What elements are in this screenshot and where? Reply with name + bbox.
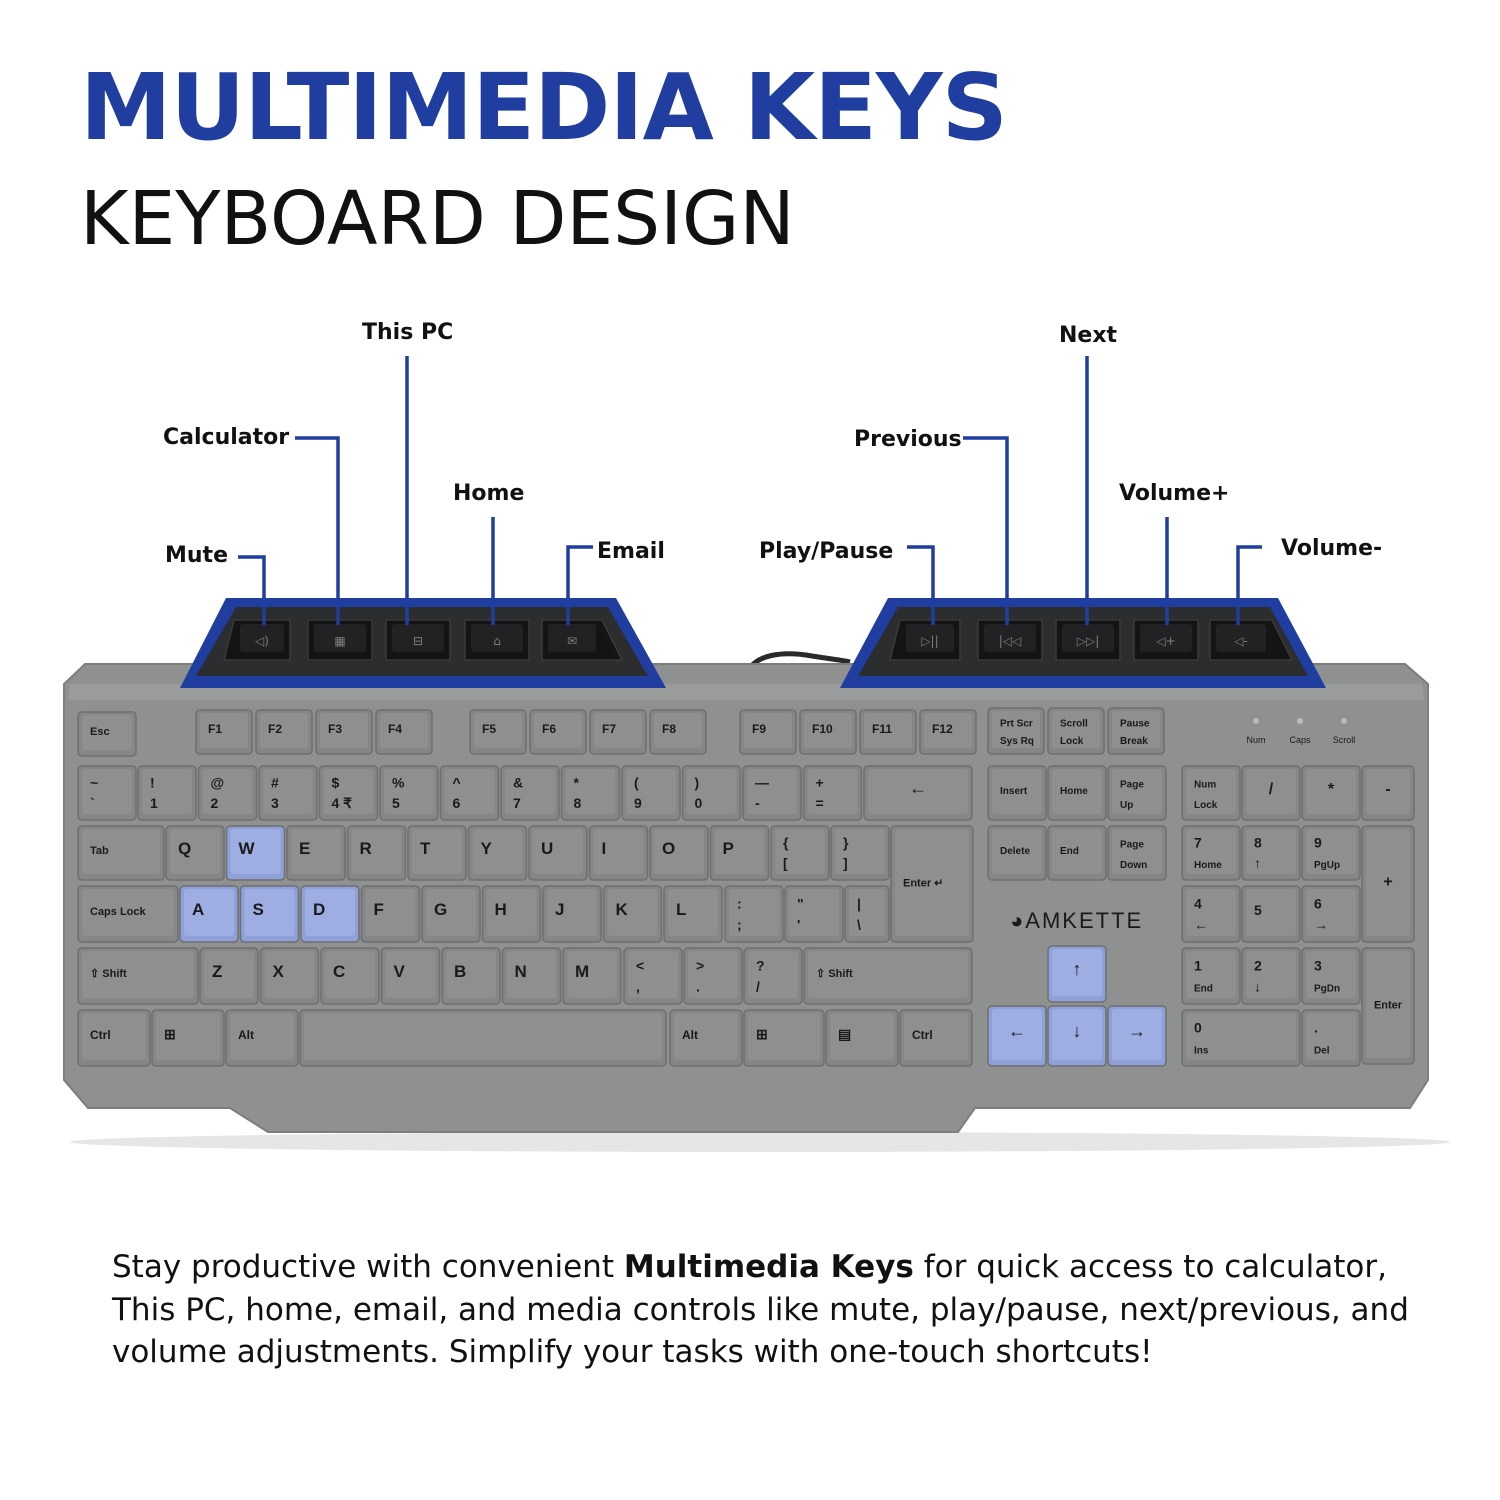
- key-left: [988, 1006, 1046, 1066]
- key-rbracket: [831, 826, 889, 880]
- key-r-label: R: [359, 839, 372, 859]
- key-num-five: [380, 766, 438, 820]
- key-j-label: J: [555, 900, 565, 920]
- key-tab-label: Tab: [90, 845, 109, 858]
- key-rctrl: [900, 1010, 972, 1066]
- key-pagedown-label: Page: [1120, 839, 1144, 851]
- key-num-seven-sublabel: 7: [513, 795, 521, 812]
- play-pause-key: [890, 620, 960, 660]
- key-pause-sublabel: Break: [1120, 735, 1148, 747]
- key-num-minus: [743, 766, 801, 820]
- key-space: [300, 1010, 666, 1066]
- key-prtscr-sublabel: Sys Rq: [1000, 735, 1034, 747]
- key-enter: [891, 826, 973, 942]
- key-slash: [744, 948, 802, 1004]
- key-b-label: B: [454, 962, 467, 982]
- key-z-label: Z: [212, 962, 223, 982]
- key-np6-sublabel: →: [1314, 916, 1328, 933]
- key-g-label: G: [434, 900, 448, 920]
- key-j: [543, 886, 601, 942]
- key-backslash: [845, 886, 889, 942]
- key-up-label: ↑: [1072, 959, 1082, 980]
- key-d: [301, 886, 359, 942]
- key-numlock-label: Num: [1194, 779, 1217, 791]
- key-o: [650, 826, 708, 880]
- key-semicolon: [725, 886, 783, 942]
- key-np8: [1242, 826, 1300, 880]
- key-semicolon-label: :: [737, 895, 742, 912]
- page-title: MULTIMEDIA KEYS: [80, 54, 1007, 161]
- key-pagedown-sublabel: Down: [1120, 860, 1148, 872]
- key-rwin-label: ⊞: [756, 1026, 768, 1043]
- key-f1: [196, 710, 252, 754]
- key-menu: [826, 1010, 898, 1066]
- volume-up-icon: ◁+: [1156, 634, 1176, 648]
- key-f5-label: F5: [482, 721, 497, 736]
- key-p-label: P: [722, 839, 734, 859]
- key-f1-label: F1: [208, 721, 223, 736]
- calculator-icon: ▦: [334, 634, 346, 648]
- key-np1-label: 1: [1194, 957, 1202, 974]
- key-delete: [988, 826, 1046, 880]
- key-lshift-label: ⇧ Shift: [90, 968, 127, 981]
- key-f4-label: F4: [388, 721, 403, 736]
- mute-key: [224, 620, 290, 660]
- key-np3-sublabel: PgDn: [1314, 983, 1341, 995]
- key-pagedown: [1108, 826, 1166, 880]
- leader-calculator: [295, 438, 338, 625]
- key-num-four-sublabel: 4 ₹: [331, 795, 353, 812]
- key-f4: [376, 710, 432, 754]
- next-icon: ▷▷|: [1076, 634, 1100, 648]
- key-num-equals-sublabel: =: [815, 795, 824, 812]
- key-k: [604, 886, 662, 942]
- key-num-six-label: ^: [452, 774, 461, 791]
- key-num-three-label: #: [271, 774, 279, 791]
- key-f11-label: F11: [872, 721, 893, 736]
- key-numlock: [1182, 766, 1240, 820]
- key-num-equals: [804, 766, 862, 820]
- description-highlight: Multimedia Keys: [623, 1249, 914, 1285]
- key-np9-sublabel: PgUp: [1314, 860, 1341, 872]
- key-w: [227, 826, 285, 880]
- callout-calculator: Calculator: [163, 425, 290, 450]
- key-w-label: W: [238, 839, 255, 859]
- key-f12-label: F12: [932, 721, 953, 736]
- key-rshift-label: ⇧ Shift: [816, 968, 853, 981]
- brand-logo: ◕AMKETTE: [1010, 908, 1144, 933]
- indicator-led-caps: [1297, 718, 1303, 724]
- key-f3: [316, 710, 372, 754]
- key-num-zero-sublabel: 0: [694, 795, 703, 812]
- key-v-label: V: [393, 962, 405, 982]
- key-num-four: [320, 766, 378, 820]
- key-ralt: [670, 1010, 742, 1066]
- key-np1-sublabel: End: [1194, 983, 1213, 995]
- key-m: [563, 948, 621, 1004]
- key-f7-label: F7: [602, 721, 617, 736]
- key-f10-label: F10: [812, 721, 833, 736]
- key-scrolllock: [1048, 708, 1104, 754]
- callout-volume-down: Volume-: [1281, 536, 1383, 561]
- key-f6: [530, 710, 586, 754]
- key-m-label: M: [575, 962, 590, 982]
- key-num-nine: [622, 766, 680, 820]
- key-insert-label: Insert: [1000, 786, 1028, 798]
- key-lwin-label: ⊞: [164, 1026, 176, 1043]
- key-e: [287, 826, 345, 880]
- key-np-dot: [1302, 1010, 1360, 1066]
- key-g: [422, 886, 480, 942]
- key-num-two-label: @: [210, 774, 225, 791]
- key-f8: [650, 710, 706, 754]
- key-lctrl: [78, 1010, 150, 1066]
- volume-down-icon: ◁-: [1234, 634, 1248, 648]
- key-tilde: [78, 766, 136, 820]
- key-num-seven: [501, 766, 559, 820]
- key-quote: [785, 886, 843, 942]
- key-c: [321, 948, 379, 1004]
- key-rwin: [744, 1010, 824, 1066]
- key-num-nine-sublabel: 9: [634, 795, 642, 812]
- key-ralt-label: Alt: [682, 1028, 698, 1043]
- key-scrolllock-label: Scroll: [1060, 718, 1088, 730]
- key-np7: [1182, 826, 1240, 880]
- key-i: [590, 826, 648, 880]
- description-rest: for quick access to calculator, This PC, home, email, and media controls like mute, play/pause, next/previous, and volume adjustments. Simplify your tasks with one-touch shortcuts!: [112, 1249, 1409, 1370]
- key-np-asterisk-label: *: [1327, 781, 1335, 799]
- callout-previous: Previous: [854, 427, 962, 452]
- callout-email: Email: [597, 539, 665, 564]
- key-backslash-sublabel: \: [857, 916, 861, 933]
- key-l: [664, 886, 722, 942]
- key-np-asterisk: [1302, 766, 1360, 820]
- key-i-label: I: [601, 839, 607, 859]
- key-np6-label: 6: [1314, 895, 1322, 912]
- key-np4-label: 4: [1194, 895, 1202, 912]
- key-f12: [920, 710, 976, 754]
- key-f8-label: F8: [662, 721, 677, 736]
- key-f: [362, 886, 420, 942]
- key-num-five-sublabel: 5: [392, 795, 400, 812]
- key-np-enter-label: Enter: [1373, 999, 1403, 1012]
- key-x: [261, 948, 319, 1004]
- key-q-label: Q: [178, 839, 192, 859]
- key-np9: [1302, 826, 1360, 880]
- key-prtscr: [988, 708, 1044, 754]
- description-lead: Stay productive with convenient: [112, 1249, 624, 1285]
- key-np3: [1302, 948, 1360, 1004]
- key-num-eight-label: *: [573, 774, 579, 791]
- key-np-slash: [1242, 766, 1300, 820]
- callout-play-pause: Play/Pause: [759, 539, 894, 564]
- key-h-label: H: [494, 900, 507, 920]
- key-num-three-sublabel: 3: [271, 795, 279, 812]
- key-num-six: [441, 766, 499, 820]
- key-np-plus: [1362, 826, 1414, 942]
- key-t: [408, 826, 466, 880]
- key-pause-label: Pause: [1120, 718, 1150, 730]
- key-n: [503, 948, 561, 1004]
- key-np9-label: 9: [1314, 834, 1322, 851]
- key-f9-label: F9: [752, 721, 767, 736]
- key-lshift: [78, 948, 198, 1004]
- previous-key: [978, 620, 1042, 660]
- key-quote-label: ": [797, 895, 804, 912]
- home-key: [465, 620, 529, 660]
- key-rbracket-sublabel: ]: [843, 855, 848, 872]
- key-period: [684, 948, 742, 1004]
- key-comma-sublabel: ,: [636, 978, 640, 995]
- key-np5: [1242, 886, 1300, 942]
- key-numlock-sublabel: Lock: [1194, 800, 1218, 812]
- key-np-minus: [1362, 766, 1414, 820]
- key-right-label: →: [1128, 1021, 1146, 1042]
- key-quote-sublabel: ': [797, 916, 801, 933]
- key-x-label: X: [272, 962, 284, 982]
- key-num-zero-label: ): [694, 774, 700, 791]
- email-icon: ✉: [566, 634, 578, 648]
- calculator-key: [308, 620, 372, 660]
- indicator-label-scroll: Scroll: [1332, 735, 1356, 745]
- key-up: [1048, 946, 1106, 1002]
- key-t-label: T: [420, 839, 431, 859]
- key-down: [1048, 1006, 1106, 1066]
- key-u: [529, 826, 587, 880]
- indicator-led-num: [1253, 718, 1259, 724]
- key-np2-label: 2: [1254, 957, 1262, 974]
- volume-up-key: [1134, 620, 1198, 660]
- key-scrolllock-sublabel: Lock: [1060, 735, 1084, 747]
- key-np8-sublabel: ↑: [1254, 855, 1261, 872]
- key-num-one-sublabel: 1: [150, 795, 158, 812]
- key-end-label: End: [1060, 846, 1079, 858]
- key-slash-label: ?: [756, 957, 765, 974]
- key-np0-label: 0: [1194, 1019, 1202, 1036]
- key-insert: [988, 766, 1046, 820]
- key-f5: [470, 710, 526, 754]
- key-np7-label: 7: [1194, 834, 1202, 851]
- key-p: [711, 826, 769, 880]
- key-num-seven-label: &: [513, 774, 524, 791]
- key-pause: [1108, 708, 1164, 754]
- previous-icon: |◁◁: [998, 634, 1022, 648]
- key-np-minus-label: -: [1385, 781, 1391, 799]
- key-comma-label: <: [636, 957, 645, 974]
- key-d-label: D: [313, 900, 326, 920]
- key-lctrl-label: Ctrl: [90, 1028, 111, 1043]
- key-period-sublabel: .: [696, 978, 700, 995]
- key-n-label: N: [514, 962, 527, 982]
- key-lalt: [226, 1010, 298, 1066]
- key-down-label: ↓: [1072, 1021, 1082, 1042]
- key-z: [200, 948, 258, 1004]
- play-pause-icon: ▷||: [921, 634, 939, 648]
- key-esc: [78, 712, 136, 756]
- key-a: [180, 886, 238, 942]
- key-num-zero: [683, 766, 741, 820]
- key-num-one: [138, 766, 196, 820]
- key-lbracket-sublabel: [: [783, 855, 788, 872]
- key-home-label: Home: [1060, 786, 1088, 798]
- key-right: [1108, 1006, 1166, 1066]
- key-semicolon-sublabel: ;: [737, 916, 742, 933]
- key-delete-label: Delete: [1000, 846, 1031, 858]
- key-num-two: [199, 766, 257, 820]
- indicator-label-caps: Caps: [1289, 735, 1311, 745]
- key-num-one-label: !: [150, 774, 155, 791]
- key-y-label: Y: [480, 839, 492, 859]
- key-np4: [1182, 886, 1240, 942]
- page-subtitle: KEYBOARD DESIGN: [80, 176, 795, 262]
- key-num-two-sublabel: 2: [210, 795, 219, 812]
- key-b: [442, 948, 500, 1004]
- key-enter-label: Enter ↵: [903, 877, 944, 890]
- key-np8-label: 8: [1254, 834, 1262, 851]
- callout-this-pc: This PC: [362, 320, 454, 345]
- keyboard-shadow: [70, 1132, 1450, 1152]
- this-pc-key: [386, 620, 450, 660]
- key-tilde-sublabel: `: [90, 795, 95, 812]
- key-s: [241, 886, 299, 942]
- key-f7: [590, 710, 646, 754]
- key-np0: [1182, 1010, 1300, 1066]
- key-end: [1048, 826, 1106, 880]
- key-y: [469, 826, 527, 880]
- leader-previous: [963, 438, 1007, 625]
- key-r: [348, 826, 406, 880]
- this-pc-icon: ⊟: [412, 634, 424, 648]
- key-num-equals-label: +: [815, 774, 824, 791]
- key-np4-sublabel: ←: [1194, 916, 1208, 933]
- callout-home: Home: [453, 481, 525, 506]
- key-o-label: O: [662, 839, 676, 859]
- key-np2: [1242, 948, 1300, 1004]
- key-np-dot-label: .: [1314, 1019, 1318, 1036]
- key-slash-sublabel: /: [756, 978, 760, 995]
- key-pageup: [1108, 766, 1166, 820]
- key-np0-sublabel: Ins: [1194, 1045, 1209, 1057]
- key-rbracket-label: }: [843, 834, 849, 851]
- key-pageup-label: Page: [1120, 779, 1144, 791]
- description-text: [112, 1246, 1412, 1374]
- key-k-label: K: [615, 900, 628, 920]
- key-rshift: [804, 948, 972, 1004]
- key-period-label: >: [696, 957, 705, 974]
- key-l-label: L: [676, 900, 687, 920]
- mute-icon: ◁): [255, 634, 269, 648]
- next-key: [1056, 620, 1120, 660]
- key-num-eight: [562, 766, 620, 820]
- indicator-label-num: Num: [1246, 735, 1266, 745]
- key-num-nine-label: (: [634, 774, 639, 791]
- key-f10: [800, 710, 856, 754]
- key-s-label: S: [252, 900, 264, 920]
- key-num-six-sublabel: 6: [452, 795, 461, 812]
- key-lbracket-label: {: [783, 834, 789, 851]
- indicator-led-scroll: [1341, 718, 1347, 724]
- key-menu-label: ▤: [838, 1026, 852, 1043]
- key-pageup-sublabel: Up: [1120, 800, 1134, 812]
- key-capslock-label: Caps Lock: [90, 906, 146, 919]
- key-lbracket: [771, 826, 829, 880]
- key-num-five-label: %: [392, 774, 405, 791]
- key-rctrl-label: Ctrl: [912, 1028, 933, 1043]
- key-tab: [78, 826, 164, 880]
- callout-volume-up: Volume+: [1119, 481, 1230, 506]
- key-f6-label: F6: [542, 721, 557, 736]
- key-num-four-label: $: [331, 774, 340, 791]
- key-h: [483, 886, 541, 942]
- key-np2-sublabel: ↓: [1254, 978, 1261, 995]
- key-num-minus-sublabel: -: [755, 795, 760, 812]
- key-home: [1048, 766, 1106, 820]
- leader-lines: [238, 356, 1262, 625]
- callout-next: Next: [1059, 323, 1118, 348]
- key-backspace: [864, 766, 972, 820]
- key-f2: [256, 710, 312, 754]
- key-v: [382, 948, 440, 1004]
- key-e-label: E: [299, 839, 311, 859]
- key-c-label: C: [333, 962, 346, 982]
- key-tilde-label: ~: [90, 774, 99, 791]
- key-backslash-label: |: [857, 895, 861, 912]
- key-np-plus-label: +: [1383, 873, 1393, 891]
- key-f2-label: F2: [268, 721, 283, 736]
- key-u-label: U: [541, 839, 554, 859]
- key-capslock: [78, 886, 178, 942]
- key-lwin: [152, 1010, 224, 1066]
- key-f9: [740, 710, 796, 754]
- key-backspace-label: ←: [909, 778, 927, 799]
- key-q: [166, 826, 224, 880]
- key-left-label: ←: [1008, 1021, 1026, 1042]
- key-num-eight-sublabel: 8: [573, 795, 582, 812]
- key-np6: [1302, 886, 1360, 942]
- key-f-label: F: [373, 900, 384, 920]
- key-np5-label: 5: [1254, 902, 1262, 919]
- key-np1: [1182, 948, 1240, 1004]
- key-lalt-label: Alt: [238, 1028, 254, 1043]
- key-np-dot-sublabel: Del: [1314, 1045, 1330, 1057]
- key-a-label: A: [192, 900, 205, 920]
- key-np3-label: 3: [1314, 957, 1322, 974]
- key-num-minus-label: —: [755, 774, 769, 791]
- key-np-enter: [1362, 948, 1414, 1064]
- key-esc-label: Esc: [90, 725, 110, 738]
- key-np7-sublabel: Home: [1194, 860, 1222, 872]
- key-comma: [624, 948, 682, 1004]
- key-num-three: [259, 766, 317, 820]
- key-f11: [860, 710, 916, 754]
- key-f3-label: F3: [328, 721, 343, 736]
- key-prtscr-label: Prt Scr: [1000, 718, 1033, 730]
- home-icon: ⌂: [493, 634, 501, 648]
- callout-mute: Mute: [165, 543, 228, 568]
- key-np-slash-label: /: [1268, 781, 1274, 799]
